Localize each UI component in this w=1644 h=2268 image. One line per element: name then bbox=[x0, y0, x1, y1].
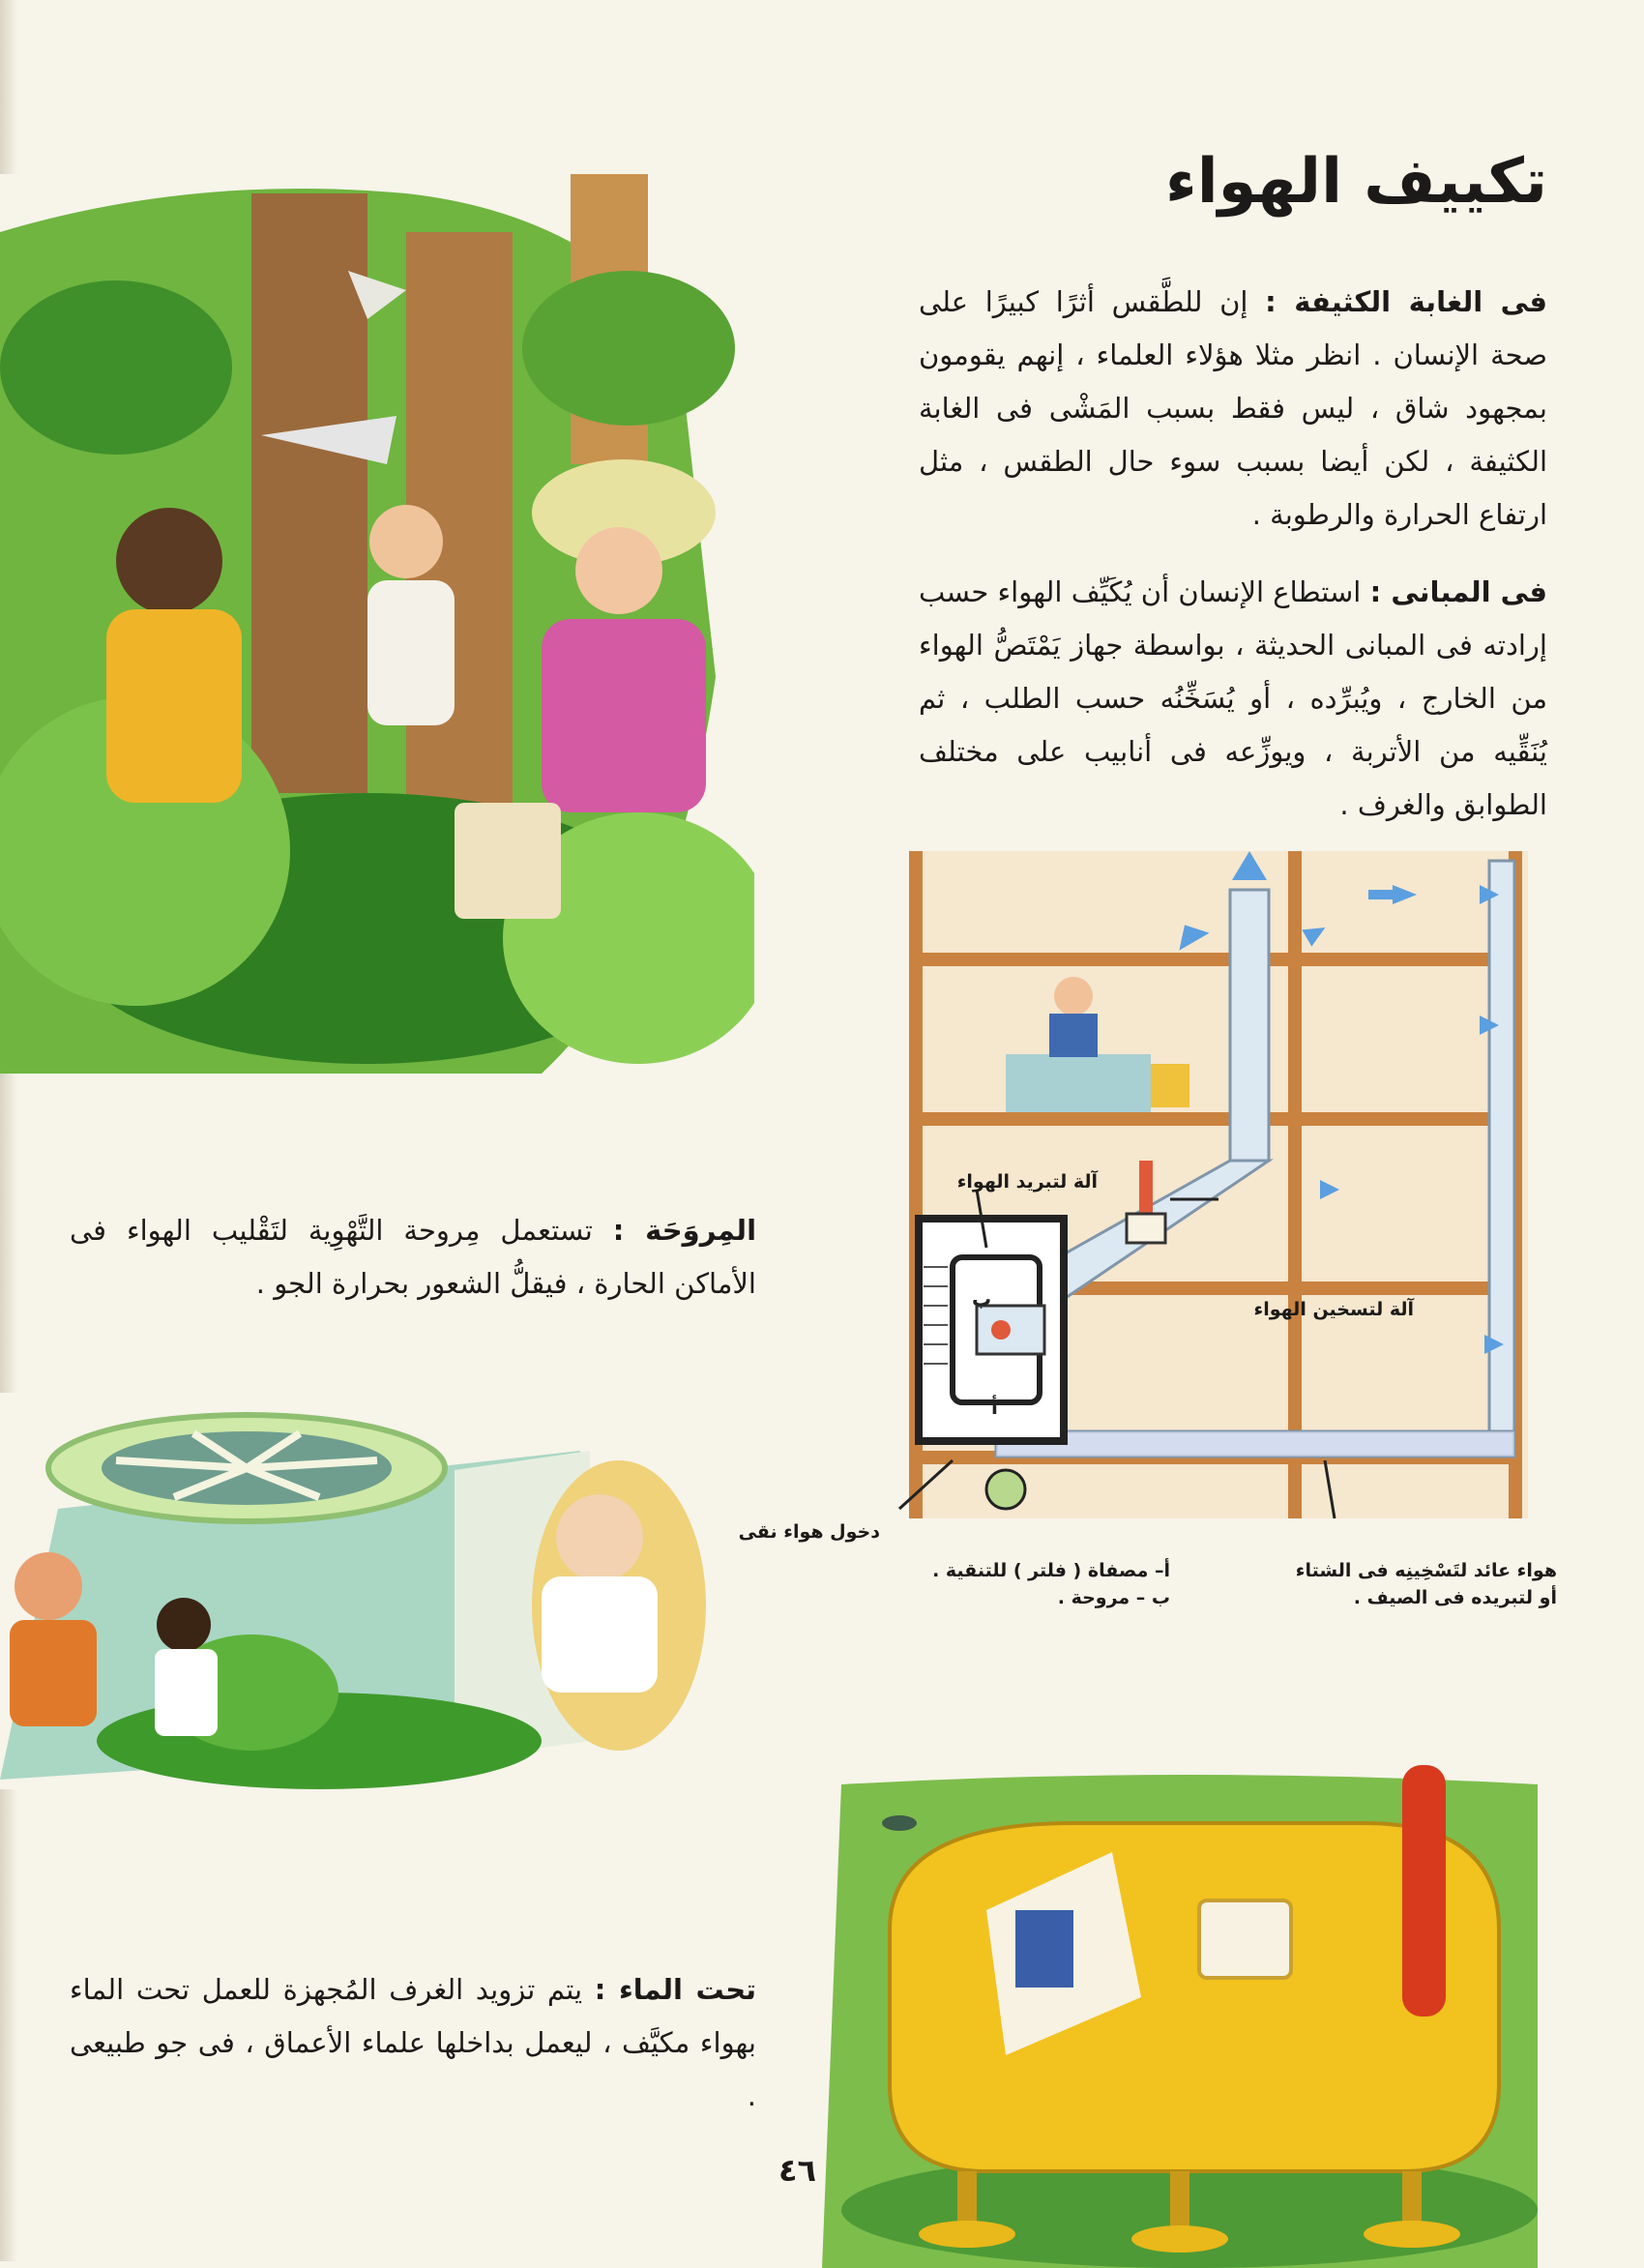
jungle-body: إن للطَّقس أثرًا كبيرًا على صحة الإنسان . انظر مثلا هؤلاء العلماء ، إنهم يقومون بمجهود شاق ، ليس فقط بسبب المَشْى فى الغابة الكثيفة ، لكن أيضا بسبب سوء حال الطقس ، مثل ارتفاع الحرارة والرطوبة . bbox=[919, 285, 1547, 531]
fan-paragraph bbox=[70, 1204, 756, 1311]
jungle-illustration bbox=[0, 174, 754, 1074]
fan-heading: المِروَحَة : bbox=[612, 1214, 757, 1247]
air-conditioning-diagram bbox=[880, 851, 1547, 1547]
jungle-paragraph bbox=[919, 276, 1547, 542]
fan-marker: ب bbox=[972, 1287, 992, 1311]
fan-body: تستعمل مِروحة التَّهْوِية لتَقْليب الهواء فى الأماكن الحارة ، فيقلُّ الشعور بحرارة الجو . bbox=[70, 1214, 756, 1300]
underwater-heading: تحت الماء : bbox=[594, 1973, 757, 2006]
underwater-chamber-illustration bbox=[822, 1765, 1557, 2268]
ceiling-fan-illustration bbox=[0, 1393, 764, 1789]
underwater-paragraph bbox=[70, 1963, 756, 2123]
underwater-body: يتم تزويد الغرف المُجهزة للعمل تحت الماء بهواء مكيَّف ، ليعمل بداخلها علماء الأعماق ، فى جو طبيعى . bbox=[70, 1973, 756, 2112]
fresh-air-intake-label: دخول هواء نقى bbox=[738, 1521, 880, 1543]
legend-fan: ب – مروحة . bbox=[1057, 1587, 1170, 1608]
diagram-legend bbox=[928, 1557, 1170, 1611]
return-air-line-2: أو لتبريده فى الصيف . bbox=[1353, 1587, 1557, 1608]
cooler-label: آلة لتبريد الهواء bbox=[956, 1171, 1098, 1193]
page-number: ٤٦ bbox=[778, 2152, 817, 2189]
return-air-line-1: هواء عائد لتَسْخِينِه فى الشتاء bbox=[1295, 1560, 1557, 1581]
return-air-label bbox=[1277, 1557, 1557, 1611]
buildings-paragraph bbox=[919, 566, 1547, 832]
jungle-heading: فى الغابة الكثيفة : bbox=[1265, 285, 1548, 318]
heater-label: آلة لتسخين الهواء bbox=[1253, 1299, 1414, 1320]
page-title: تكييف الهواء bbox=[1165, 146, 1547, 218]
buildings-body: استطاع الإنسان أن يُكَيِّف الهواء حسب إرادته فى المبانى الحديثة ، بواسطة جهاز يَمْتَصُّ الهواء من الخارج ، ويُبرِّده ، أو يُسَخِّنُه حسب الطلب ، ثم يُنَقِّيه من الأتربة ، ويوزِّعه فى أنابيب على مختلف الطوابق والغرف . bbox=[919, 575, 1547, 821]
filter-marker: أ bbox=[991, 1396, 998, 1419]
buildings-heading: فى المبانى : bbox=[1369, 575, 1548, 608]
legend-filter: أ– مصفاة ( فلتر ) للتنقية . bbox=[932, 1560, 1170, 1581]
